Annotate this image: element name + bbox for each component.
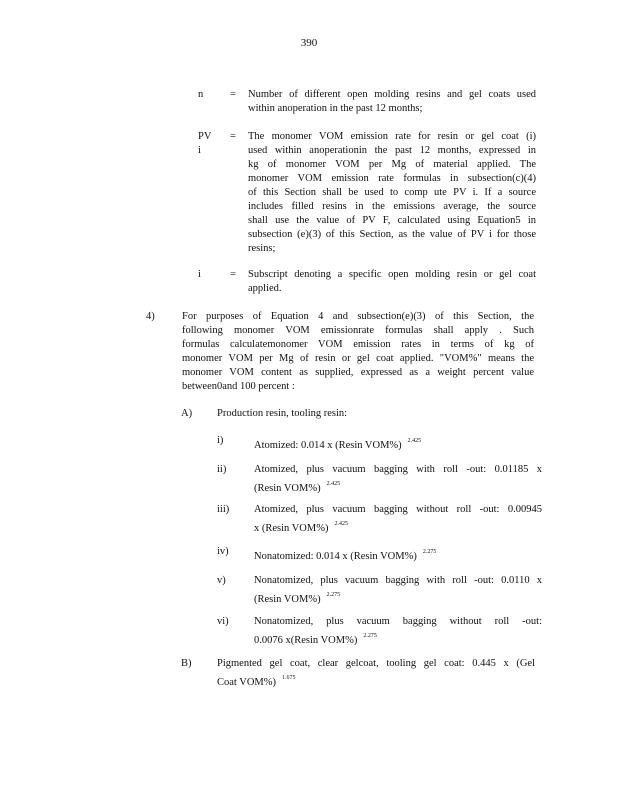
formula-text: Atomized: 0.014 x (Resin VOM%) [254, 440, 402, 451]
item-label: B) [181, 658, 192, 669]
subitem-label: vi) [217, 616, 229, 627]
formula-line: Pigmented gel coat, clear gelcoat, tooling gel coat: 0.445 x (Gel [217, 658, 535, 669]
formula-line: x (Resin VOM%) [254, 523, 329, 534]
item-text [217, 657, 535, 690]
exponent: 1.675 [282, 675, 296, 681]
formula-line: Coat VOM%) [217, 677, 277, 688]
formula-line: Atomized, plus vacuum bagging with roll -out: 0.01185 x [254, 464, 542, 475]
subitem-text [254, 463, 542, 496]
paragraph-line: following monomer VOM emissionrate formulas shall apply . Such [182, 325, 534, 336]
formula-line: 0.0076 x(Resin VOM%) [254, 635, 358, 646]
formula-line: Nonatomized, plus vacuum bagging with roll -out: 0.0110 x [254, 575, 542, 586]
item-label: A) [181, 408, 193, 419]
equals-sign: = [230, 131, 236, 142]
paragraph-line: monomer VOM content as supplied, expressed as a weight percent value [182, 367, 534, 378]
definition-line: applied. [248, 283, 282, 294]
subitem-text [254, 615, 542, 648]
exponent: 2.275 [363, 633, 377, 639]
definition-line: includes filled resins in the emissions average, the source [248, 201, 536, 212]
definition-line: of this Section shall be used to comp ute PV i. If a source [248, 187, 536, 198]
subitem-label: ii) [217, 464, 227, 475]
paragraph-line: For purposes of Equation 4 and subsection(e)(3) of this Section, the [182, 311, 534, 322]
paragraph-number: 4) [146, 311, 155, 322]
definition-text [248, 130, 536, 256]
equals-sign: = [230, 89, 236, 100]
subitem-label: iv) [217, 546, 229, 557]
definition-line: used within anoperationin the past 12 months, expressed in [248, 145, 536, 156]
definition-symbol: i [198, 269, 201, 280]
definition-line: Number of different open molding resins and gel coats used [248, 89, 536, 100]
subitem-text [254, 503, 542, 536]
paragraph-text [182, 310, 534, 394]
exponent: 2.275 [422, 549, 437, 555]
formula-line: Nonatomized, plus vacuum bagging without roll -out: [254, 616, 542, 627]
definition-line: shall use the value of PV F, calculated using Equation5 in [248, 215, 536, 226]
subitem-text [254, 434, 542, 453]
subitem-label: i) [217, 435, 224, 446]
definition-line: resins; [248, 243, 276, 254]
equals-sign: = [230, 269, 236, 280]
item-text: Production resin, tooling resin: [217, 408, 348, 419]
definition-symbol: PV i [198, 131, 212, 156]
definition-line: Subscript denoting a specific open molding resin or gel coat [248, 269, 536, 280]
definition-line: monomer VOM emission rate formulas in subsection(c)(4) [248, 173, 536, 184]
definition-symbol: n [198, 89, 204, 100]
exponent: 2.425 [407, 438, 422, 444]
paragraph-line: between0and 100 percent : [182, 381, 295, 392]
formula-text: Nonatomized: 0.014 x (Resin VOM%) [254, 551, 417, 562]
definition-text [248, 268, 536, 296]
exponent: 2.275 [326, 592, 341, 598]
page-number: 390 [300, 37, 318, 49]
formula-line: Atomized, plus vacuum bagging without roll -out: 0.00945 [254, 504, 542, 515]
definition-line: within anoperation in the past 12 months; [248, 103, 423, 114]
paragraph-line: monomer VOM per Mg of resin or gel coat applied. "VOM%" means the [182, 353, 534, 364]
subitem-label: iii) [217, 504, 230, 515]
paragraph-line: formulas calculatemonomer VOM emission rates in terms of kg of [182, 339, 534, 350]
subitem-text [254, 545, 542, 564]
formula-line: (Resin VOM%) [254, 483, 321, 494]
definition-text [248, 88, 536, 116]
subitem-text [254, 574, 542, 607]
exponent: 2.425 [326, 481, 341, 487]
exponent: 2.425 [334, 521, 348, 527]
definition-line: The monomer VOM emission rate for resin or gel coat (i) [248, 131, 536, 142]
formula-line: (Resin VOM%) [254, 594, 321, 605]
subitem-label: v) [217, 575, 226, 586]
definition-line: kg of monomer VOM per Mg of material applied. The [248, 159, 536, 170]
definition-line: subsection (e)(3) of this Section, as the value of PV i for those [248, 229, 536, 240]
